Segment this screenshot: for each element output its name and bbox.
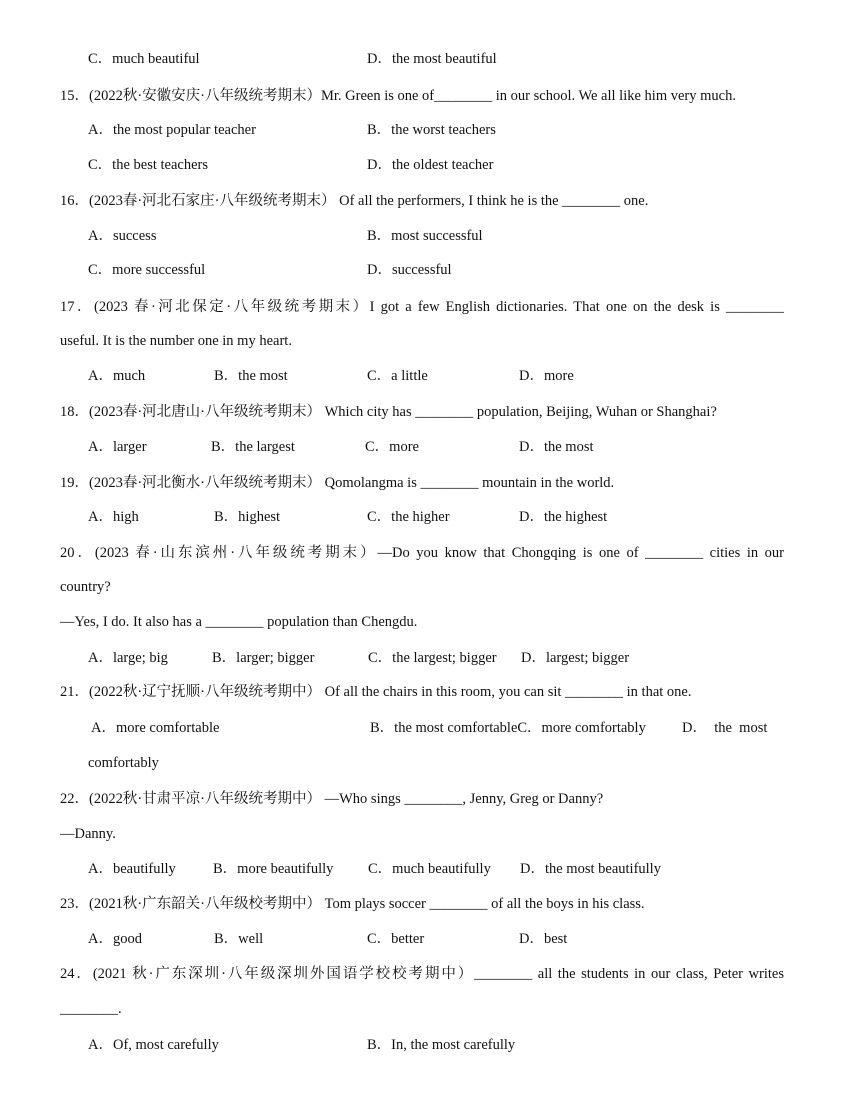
q19-option-b: B．highest <box>214 509 281 525</box>
q17-stem-line2: useful. It is the number one in my heart. <box>60 333 292 349</box>
q20-option-d: D．largest; bigger <box>521 650 630 666</box>
q18-option-a: A．larger <box>88 439 147 455</box>
q17-option-c: C．a little <box>367 368 428 384</box>
q15-option-a: A．the most popular teacher <box>88 122 256 138</box>
q20-option-a: A．large; big <box>88 650 168 666</box>
q22-option-c: C．much beautifully <box>368 861 491 877</box>
q20-option-c: C．the largest; bigger <box>368 650 497 666</box>
q16-option-d: D．successful <box>367 262 452 278</box>
q21-stem: 21．(2022秋·辽宁抚顺·八年级统考期中） Of all the chairs in this room, you can sit ________ in that one. <box>60 684 692 700</box>
q18-option-b: B．the largest <box>211 439 295 455</box>
q14-option-c: C．much beautiful <box>88 51 200 67</box>
q23-option-c: C．better <box>367 931 425 947</box>
q16-option-c: C．more successful <box>88 262 206 278</box>
q19-option-a: A．high <box>88 509 139 525</box>
q21-option-d: D． the most <box>682 720 768 736</box>
q15-option-c: C．the best teachers <box>88 157 208 173</box>
q19-option-d: D．the highest <box>519 509 608 525</box>
q24-stem-line2: ________. <box>60 1001 122 1017</box>
q22-stem-line2: —Danny. <box>60 826 116 842</box>
q18-option-d: D．the most <box>519 439 594 455</box>
q21-option-b-c: B．the most comfortableC．more comfortably <box>370 720 646 736</box>
q16-stem: 16．(2023春·河北石家庄·八年级统考期末） Of all the performers, I think he is the ________ one. <box>60 193 649 209</box>
q23-option-d: D．best <box>519 931 568 947</box>
q20-stem-line3: —Yes, I do. It also has a ________ population than Chengdu. <box>60 614 418 630</box>
q21-option-d-cont: comfortably <box>88 755 159 771</box>
q16-option-b: B．most successful <box>367 228 483 244</box>
q19-stem: 19．(2023春·河北衡水·八年级统考期末） Qomolangma is ________ mountain in the world. <box>60 475 615 491</box>
q24-option-a: A．Of, most carefully <box>88 1037 219 1053</box>
q17-option-d: D．more <box>519 368 574 384</box>
q18-stem: 18．(2023春·河北唐山·八年级统考期末） Which city has ________ population, Beijing, Wuhan or Shanghai? <box>60 404 717 420</box>
q22-option-a: A．beautifully <box>88 861 176 877</box>
q22-option-d: D．the most beautifully <box>520 861 661 877</box>
q18-option-c: C．more <box>365 439 419 455</box>
q17-stem-line1: 17．(2023 春·河北保定·八年级统考期末）I got a few English dictionaries. That one on the desk is ________ <box>60 299 784 315</box>
q15-option-d: D．the oldest teacher <box>367 157 494 173</box>
q24-stem-line1: 24．(2021 秋·广东深圳·八年级深圳外国语学校校考期中）________ all the students in our class, Peter writes <box>60 966 784 982</box>
q22-stem-line1: 22．(2022秋·甘肃平凉·八年级统考期中） —Who sings ________, Jenny, Greg or Danny? <box>60 791 604 807</box>
q21-option-a: A．more comfortable <box>91 720 220 736</box>
q19-option-c: C．the higher <box>367 509 450 525</box>
q16-option-a: A．success <box>88 228 157 244</box>
q14-option-d: D．the most beautiful <box>367 51 497 67</box>
q22-option-b: B．more beautifully <box>213 861 334 877</box>
q23-stem: 23．(2021秋·广东韶关·八年级校考期中） Tom plays soccer ________ of all the boys in his class. <box>60 896 645 912</box>
q20-option-b: B．larger; bigger <box>212 650 315 666</box>
q17-option-b: B．the most <box>214 368 288 384</box>
q17-option-a: A．much <box>88 368 146 384</box>
q24-option-b: B．In, the most carefully <box>367 1037 516 1053</box>
q15-stem: 15．(2022秋·安徽安庆·八年级统考期末）Mr. Green is one of________ in our school. We all like him very much. <box>60 88 736 104</box>
q23-option-a: A．good <box>88 931 142 947</box>
q20-stem-line2: country? <box>60 579 111 595</box>
q23-option-b: B．well <box>214 931 264 947</box>
q20-stem-line1: 20．(2023 春·山东滨州·八年级统考期末）—Do you know that Chongqing is one of ________ cities in our <box>60 545 784 561</box>
q15-option-b: B．the worst teachers <box>367 122 496 138</box>
